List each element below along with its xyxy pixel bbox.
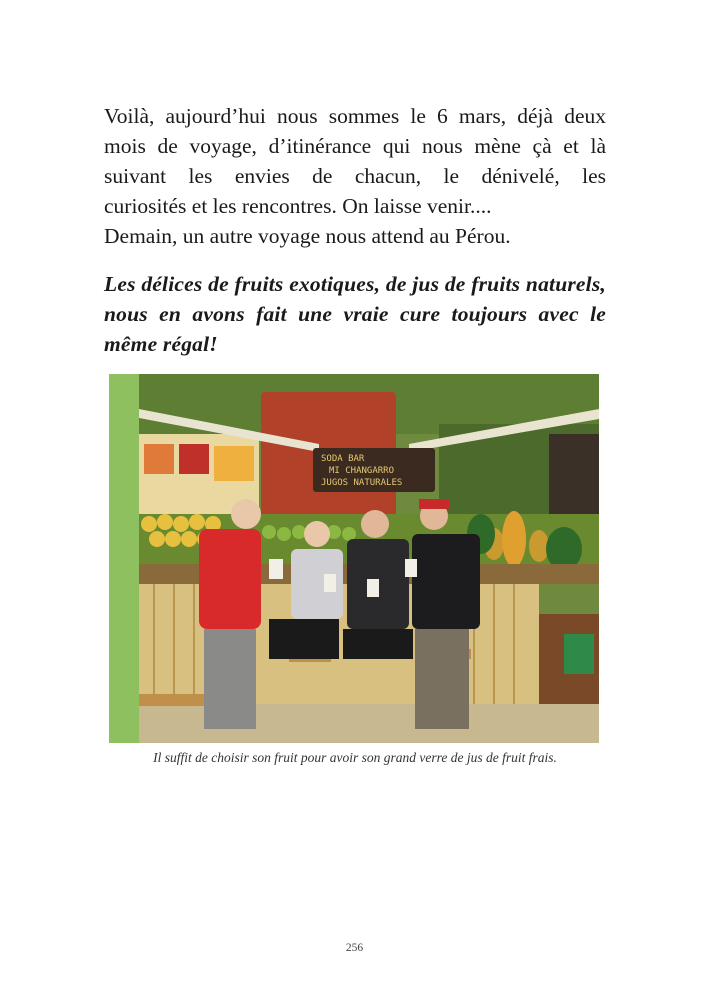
paragraph-line: Voilà, aujourd’hui nous sommes le 6 mars, déjà deux: [104, 104, 606, 128]
sign-line-3: JUGOS NATURALES: [321, 478, 403, 488]
sign-line-1: SODA BAR: [321, 454, 365, 464]
photo-caption: Il suffit de choisir son fruit pour avoir son grand verre de jus de fruit frais.: [153, 750, 557, 765]
juice-bar-photo: [109, 374, 599, 743]
sign-line-2: MI CHANGARRO: [329, 466, 395, 476]
paragraph-line: Demain, un autre voyage nous attend au Pérou.: [104, 224, 511, 248]
body-paragraph-1: [104, 101, 606, 251]
page-number: 256: [345, 942, 364, 954]
italic-highlight-paragraph: Les délices de fruits exotiques, de jus de fruits naturels, nous en avons fait une vraie cure toujours avec le même régal!: [104, 272, 606, 356]
paragraph-line: curiosités et les rencontres. On laisse venir....: [104, 194, 492, 218]
paragraph-line: suivant les envies de chacun, le dénivelé, les: [104, 164, 606, 188]
paragraph-line: mois de voyage, d’itinérance qui nous mène çà et là: [104, 134, 606, 158]
